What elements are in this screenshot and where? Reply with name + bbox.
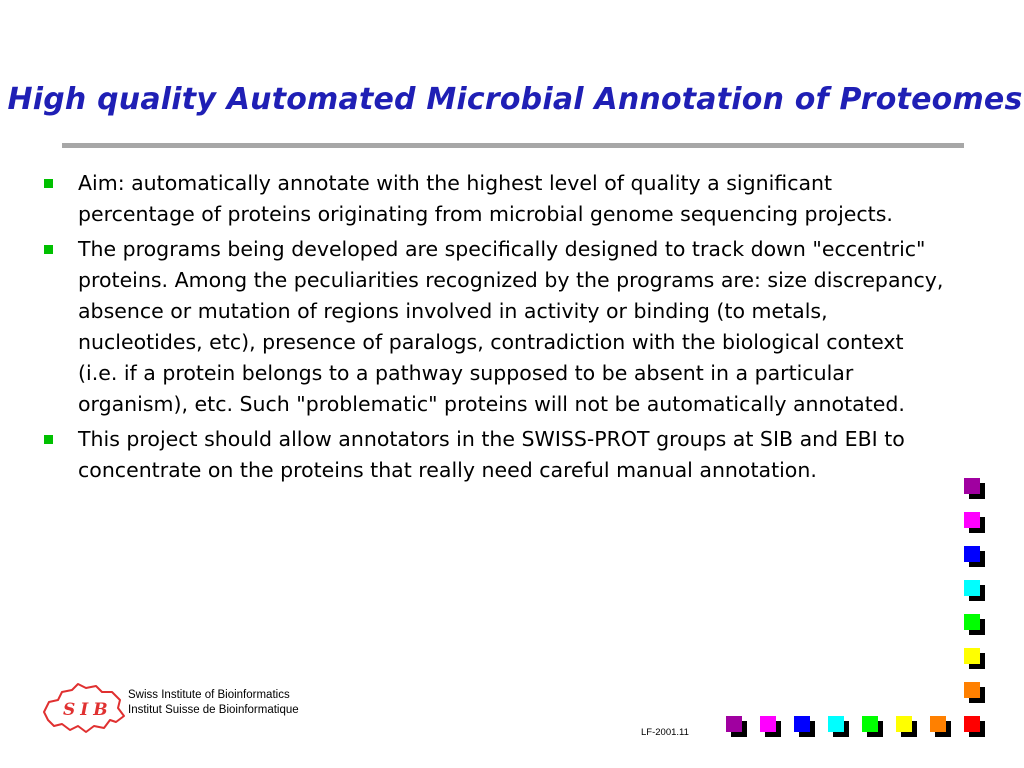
slide-title: High quality Automated Microbial Annotation of Proteomes <box>7 82 1023 117</box>
square-icon <box>964 512 980 528</box>
slide-id: LF-2001.11 <box>641 727 689 738</box>
square-icon <box>964 716 980 732</box>
bullet-marker-icon <box>44 245 53 254</box>
square-icon <box>828 716 844 732</box>
bullet-item <box>44 234 944 420</box>
bullet-text: Aim: automatically annotate with the highest level of quality a significant percentage of proteins originating from microbial genome sequencing projects. <box>78 171 893 226</box>
bullet-item <box>44 424 944 486</box>
square-icon <box>862 716 878 732</box>
square-icon <box>794 716 810 732</box>
square-icon <box>964 580 980 596</box>
square-icon <box>760 716 776 732</box>
square-icon <box>964 478 980 494</box>
square-icon <box>896 716 912 732</box>
square-icon <box>726 716 742 732</box>
logo-text: SIB <box>63 700 113 720</box>
bullet-item <box>44 168 944 230</box>
institute-name-fr: Institut Suisse de Bioinformatique <box>128 704 299 716</box>
bullet-marker-icon <box>44 179 53 188</box>
institute-name <box>128 688 299 718</box>
title-rule <box>62 143 964 148</box>
square-icon <box>964 614 980 630</box>
square-icon <box>964 682 980 698</box>
bullet-marker-icon <box>44 435 53 444</box>
bullet-text: The programs being developed are specifically designed to track down "eccentric" proteins. Among the peculiarities recognized by the programs are: size discrepancy, absence or mutation of regions involved in activity or binding (to metals, nucleotides, etc), presence of paralogs, contradiction with the biological context (i.e. if a protein belongs to a pathway supposed to be absent in a particular organism), etc. Such "problematic" proteins will not be automatically annotated. <box>78 237 944 416</box>
bullet-list <box>44 168 944 490</box>
square-icon <box>964 546 980 562</box>
square-icon <box>964 648 980 664</box>
institute-name-en: Swiss Institute of Bioinformatics <box>128 689 290 701</box>
sib-logo-icon <box>40 680 126 736</box>
bullet-text: This project should allow annotators in the SWISS-PROT groups at SIB and EBI to concentrate on the proteins that really need careful manual annotation. <box>78 427 905 482</box>
square-icon <box>930 716 946 732</box>
